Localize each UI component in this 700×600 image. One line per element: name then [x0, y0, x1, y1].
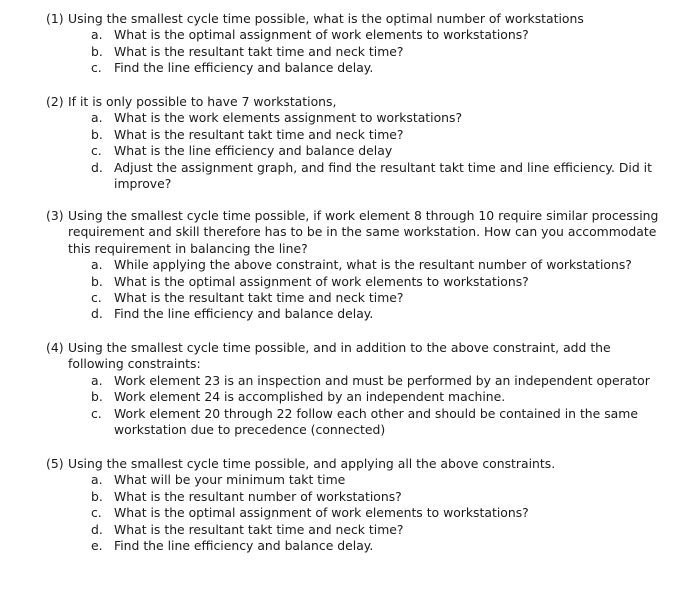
- question-5: [46, 456, 666, 554]
- question-number: (1): [46, 11, 64, 26]
- sub-question: [46, 127, 666, 143]
- question-heading: [46, 94, 666, 110]
- sub-question-text: What is the resultant number of workstations?: [114, 488, 402, 504]
- sub-question-letter: c.: [91, 290, 102, 306]
- question-number: (3): [46, 208, 64, 223]
- question-heading: [46, 340, 666, 373]
- sub-question-list: [46, 472, 666, 554]
- sub-question-text: What is the resultant takt time and neck time?: [114, 290, 404, 306]
- sub-question-letter: b.: [91, 273, 103, 289]
- sub-question-letter: b.: [91, 126, 103, 142]
- sub-question-text: What is the resultant takt time and neck time?: [114, 43, 404, 59]
- sub-question-text: Find the line efficiency and balance delay.: [114, 538, 374, 554]
- sub-question-list: [46, 373, 666, 439]
- sub-question-letter: d.: [91, 521, 103, 537]
- sub-question-letter: c.: [91, 505, 102, 521]
- sub-question-text: Find the line efficiency and balance delay.: [114, 60, 374, 76]
- sub-question-letter: d.: [91, 159, 103, 175]
- question-text: Using the smallest cycle time possible, if work element 8 through 10 require similar processing requirement and skill therefore has to be in the same workstation. How can you accommodate this requirement in balancing the line?: [68, 208, 659, 256]
- question-number: (4): [46, 340, 64, 355]
- sub-question-letter: b.: [91, 488, 103, 504]
- sub-question-letter: b.: [91, 43, 103, 59]
- sub-question-letter: a.: [91, 372, 103, 388]
- sub-question-text: What is the optimal assignment of work elements to workstations?: [114, 27, 529, 43]
- question-heading: [46, 11, 666, 27]
- sub-question: [46, 472, 666, 488]
- sub-question: [46, 44, 666, 60]
- sub-question-text: Work element 23 is an inspection and must be performed by an independent operator: [114, 372, 650, 388]
- question-text: If it is only possible to have 7 workstations,: [68, 94, 337, 109]
- sub-question-text: Work element 20 through 22 follow each other and should be contained in the same workstation due to precedence (connected): [114, 405, 638, 438]
- sub-question: [46, 110, 666, 126]
- question-3: [46, 208, 666, 323]
- sub-question-text: What is the optimal assignment of work elements to workstations?: [114, 505, 529, 521]
- sub-question-text: What is the work elements assignment to workstations?: [114, 110, 463, 126]
- sub-question-letter: a.: [91, 27, 103, 43]
- sub-question: [46, 538, 666, 554]
- sub-question-letter: a.: [91, 257, 103, 273]
- question-number: (5): [46, 456, 64, 471]
- question-heading: [46, 456, 666, 472]
- sub-question-letter: c.: [91, 60, 102, 76]
- question-text: Using the smallest cycle time possible, and in addition to the above constraint, add the following constraints:: [68, 340, 611, 372]
- sub-question-letter: d.: [91, 306, 103, 322]
- question-text: Using the smallest cycle time possible, and applying all the above constraints.: [68, 456, 556, 471]
- sub-question: [46, 257, 666, 273]
- sub-question-letter: c.: [91, 143, 102, 159]
- sub-question-text: What is the resultant takt time and neck time?: [114, 126, 404, 142]
- question-2: [46, 94, 666, 192]
- sub-question-text: What is the resultant takt time and neck time?: [114, 521, 404, 537]
- sub-question-letter: c.: [91, 405, 102, 421]
- sub-question: [46, 406, 666, 439]
- sub-question-letter: e.: [91, 538, 103, 554]
- sub-question-list: [46, 27, 666, 76]
- sub-question-text: Adjust the assignment graph, and find the resultant takt time and line efficiency. Did it improve?: [114, 159, 652, 192]
- sub-question: [46, 389, 666, 405]
- sub-question: [46, 27, 666, 43]
- sub-question-letter: b.: [91, 389, 103, 405]
- sub-question: [46, 505, 666, 521]
- sub-question-list: [46, 110, 666, 192]
- question-4: [46, 340, 666, 438]
- sub-question-list: [46, 257, 666, 323]
- sub-question: [46, 373, 666, 389]
- question-1: [46, 11, 666, 77]
- sub-question: [46, 274, 666, 290]
- sub-question: [46, 160, 666, 193]
- question-text: Using the smallest cycle time possible, what is the optimal number of workstations: [68, 11, 584, 26]
- sub-question-text: While applying the above constraint, what is the resultant number of workstations?: [114, 257, 632, 273]
- sub-question-letter: a.: [91, 110, 103, 126]
- sub-question: [46, 306, 666, 322]
- sub-question: [46, 60, 666, 76]
- sub-question-text: What will be your minimum takt time: [114, 472, 346, 488]
- sub-question-letter: a.: [91, 472, 103, 488]
- sub-question: [46, 489, 666, 505]
- sub-question-text: What is the line efficiency and balance delay: [114, 143, 393, 159]
- sub-question: [46, 143, 666, 159]
- sub-question: [46, 290, 666, 306]
- sub-question: [46, 522, 666, 538]
- question-number: (2): [46, 94, 64, 109]
- sub-question-text: Find the line efficiency and balance delay.: [114, 306, 374, 322]
- sub-question-text: Work element 24 is accomplished by an independent machine.: [114, 389, 506, 405]
- question-heading: [46, 208, 666, 257]
- sub-question-text: What is the optimal assignment of work elements to workstations?: [114, 273, 529, 289]
